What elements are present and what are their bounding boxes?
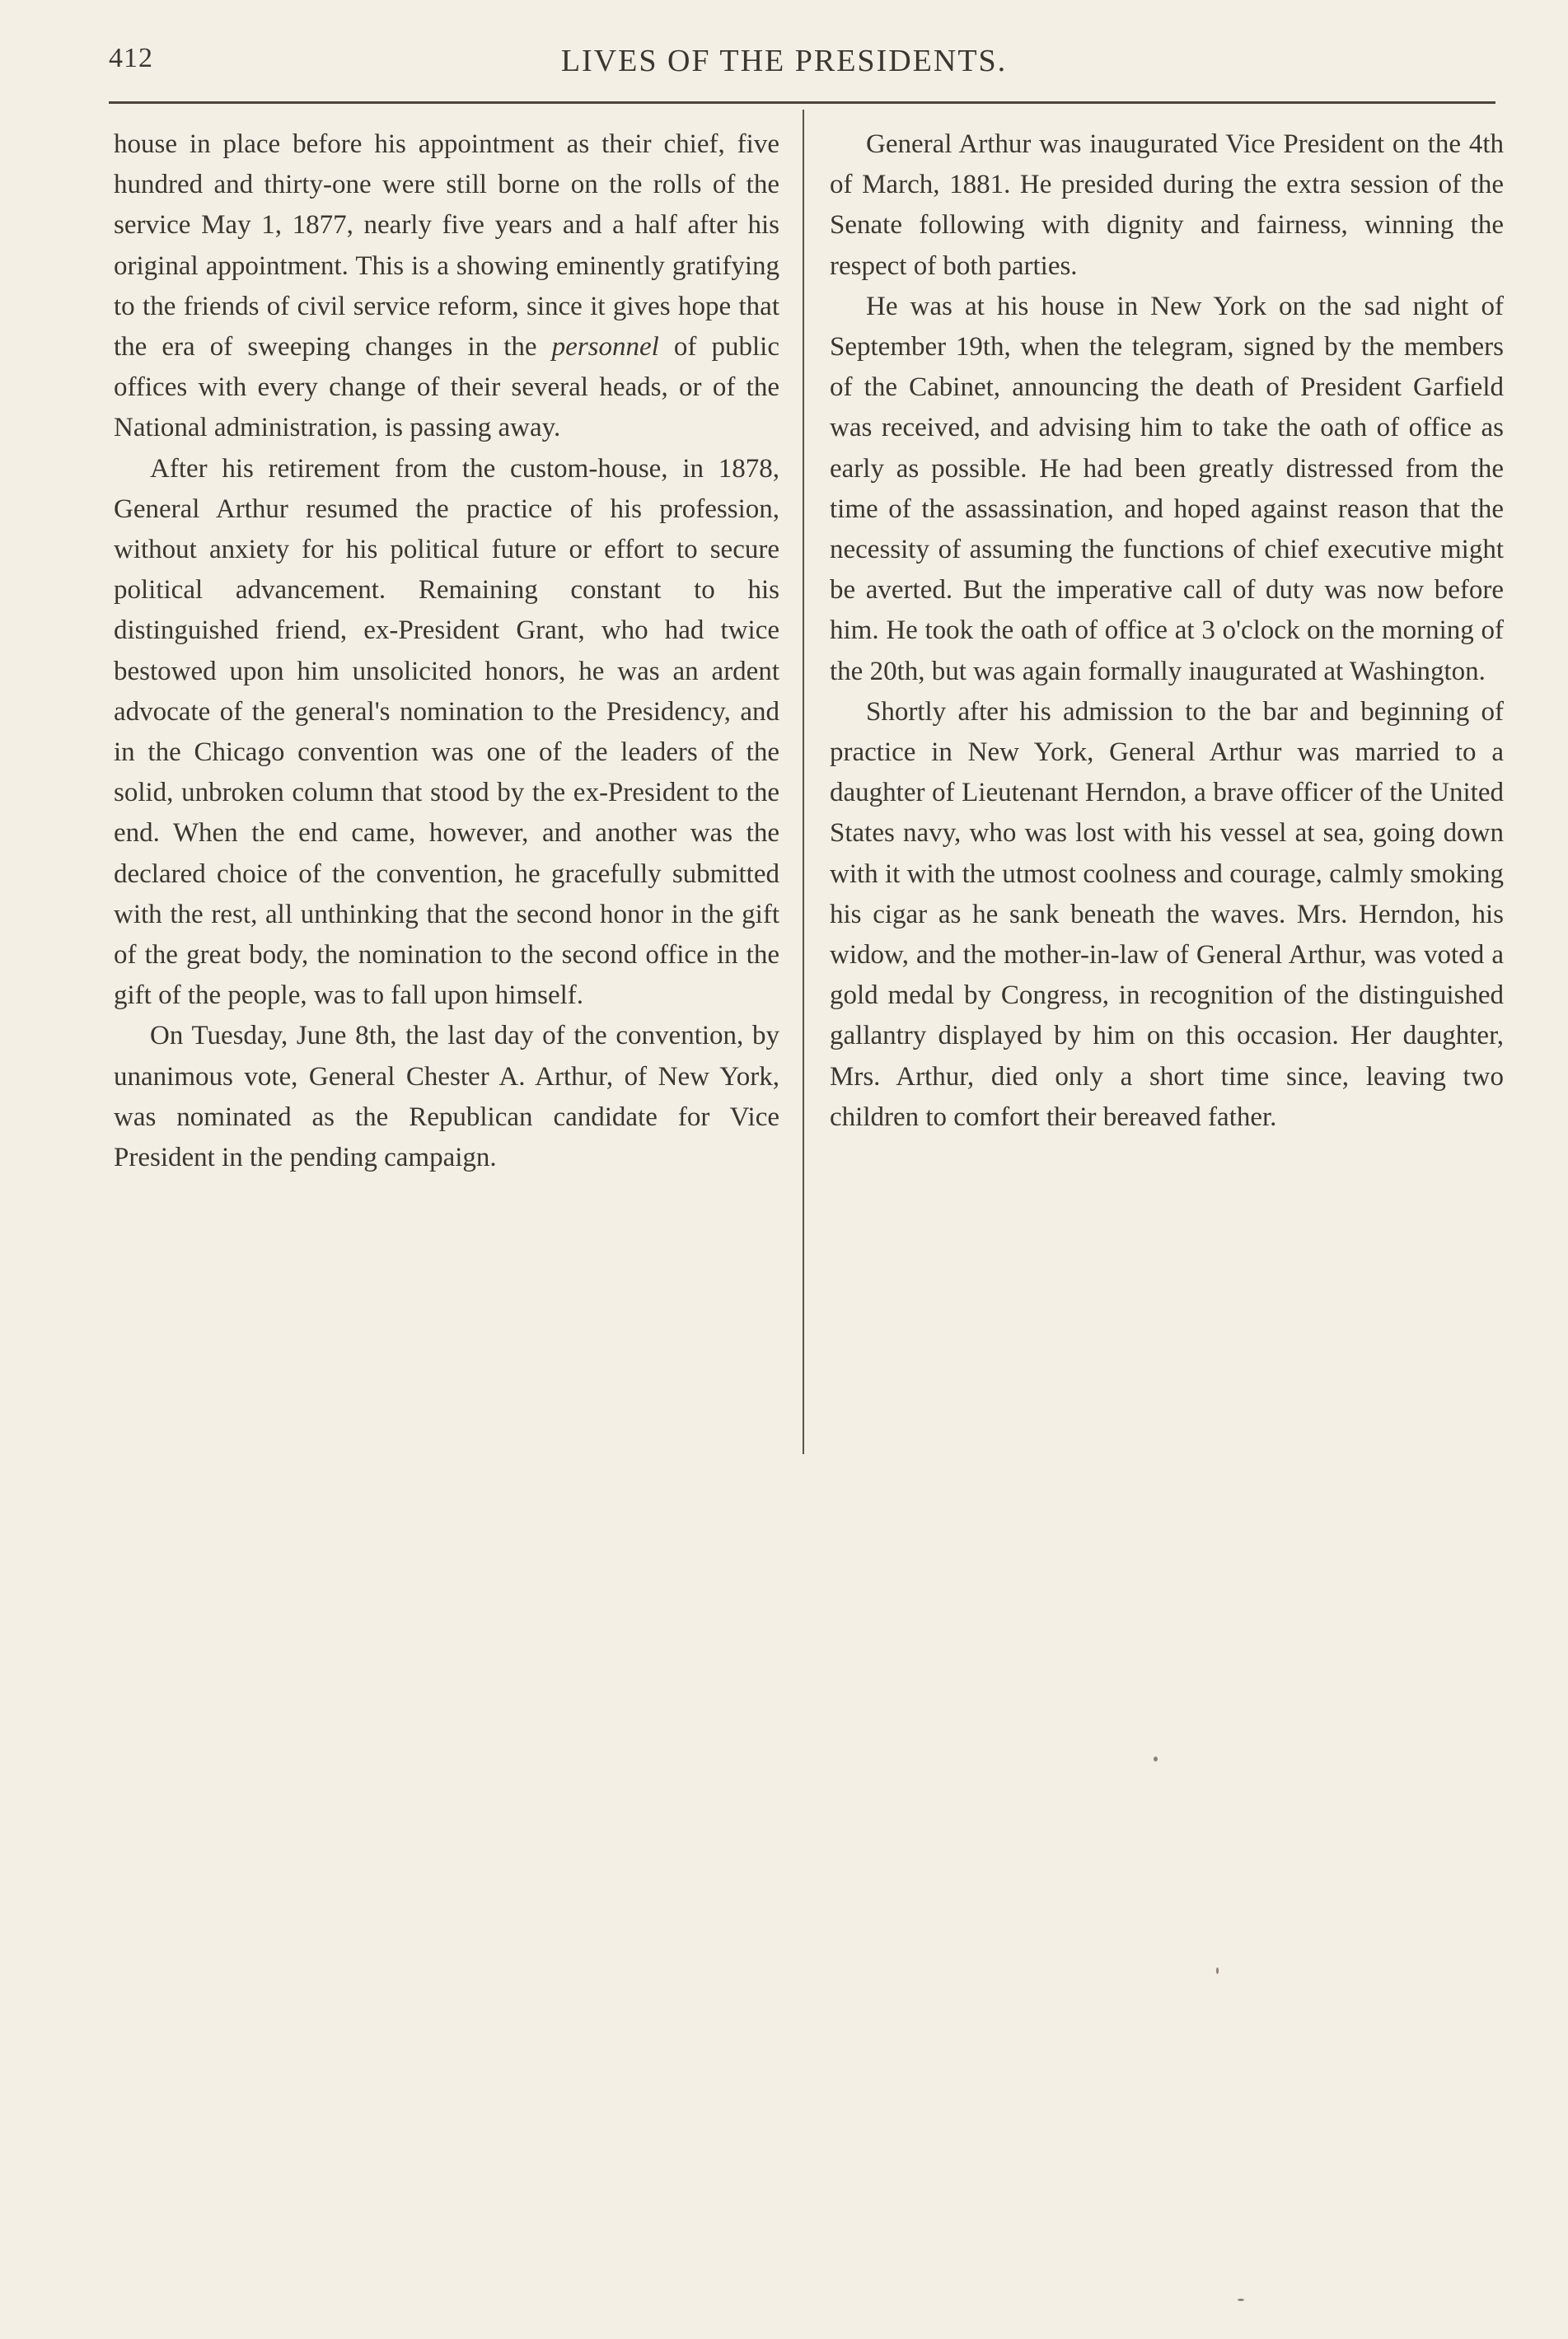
column-divider xyxy=(803,110,804,1454)
right-column xyxy=(830,124,1504,1138)
right-paragraph-1: General Arthur was inaugurated Vice President on the 4th of March, 1881. He presided during the extra session of the Senate following with dignity and fairness, winning the respect of both parties. xyxy=(830,129,1504,281)
header-rule xyxy=(109,101,1495,104)
page-number: 412 xyxy=(109,43,153,73)
paper-speck xyxy=(1238,2299,1244,2301)
left-paragraph-1 xyxy=(114,124,779,449)
running-title: LIVES OF THE PRESIDENTS. xyxy=(560,44,1008,78)
right-paragraph-3: Shortly after his admission to the bar and beginning of practice in New York, General Arthur was married to a daughter of Lieutenant Herndon, a brave officer of the United States navy, who was lost with his vessel at sea, going down with it with the utmost coolness and courage, calmly smoking his cigar as he sank beneath the waves. Mrs. Herndon, his widow, and the mother-in-law of General Arthur, was voted a gold medal by Congress, in recognition of the distinguished gallantry displayed by him on this occasion. Her daughter, Mrs. Arthur, died only a short time since, leaving two children to comfort their bereaved father. xyxy=(830,696,1504,1132)
left-paragraph-1-italic-term: personnel xyxy=(551,332,659,363)
left-paragraph-3: On Tuesday, June 8th, the last day of the convention, by unanimous vote, General Chester A. Arthur, of New York, was nominated as the Republican candidate for Vice President in the pending campaign. xyxy=(114,1021,779,1173)
right-paragraph-2: He was at his house in New York on the sad night of September 19th, when the telegram, signed by the members of the Cabinet, announcing the death of President Garfield was received, and advising him to take the oath of office as early as possible. He had been greatly distressed from the time of the assassination, and hoped against reason that the necessity of assuming the functions of chief executive might be averted. But the imperative call of duty was now before him. He took the oath of office at 3 o'clock on the morning of the 20th, but was again formally inaugurated at Washington. xyxy=(830,291,1504,686)
left-paragraph-2: After his retirement from the custom-house, in 1878, General Arthur resumed the practice of his profession, without anxiety for his political future or effort to secure political advancement. Remaining constant to his distinguished friend, ex-President Grant, who had twice bestowed upon him unsolicited honors, he was an ardent advocate of the general's nomination to the Presidency, and in the Chicago convention was one of the leaders of the solid, unbroken column that stood by the ex-President to the end. When the end came, however, and another was the declared choice of the convention, he gracefully submitted with the rest, all unthinking that the second honor in the gift of the great body, the nomination to the second office in the gift of the people, was to fall upon himself. xyxy=(114,453,779,1011)
left-paragraph-1-text-before: house in place before his appointment as their chief, five hundred and thirty-one were still borne on the rolls of the service May 1, 1877, nearly five years and a half after his original appointment. This is a showing eminently gratifying to the friends of civil service reform, since it gives hope that the era of sweeping changes in the xyxy=(114,129,779,363)
left-column xyxy=(114,124,779,1178)
left-paragraph-1-text-after: of public offices with every change of their several heads, or of the National administration, is passing away. xyxy=(114,332,779,443)
paper-speck xyxy=(1154,1757,1158,1761)
paper-speck xyxy=(1216,1967,1219,1974)
